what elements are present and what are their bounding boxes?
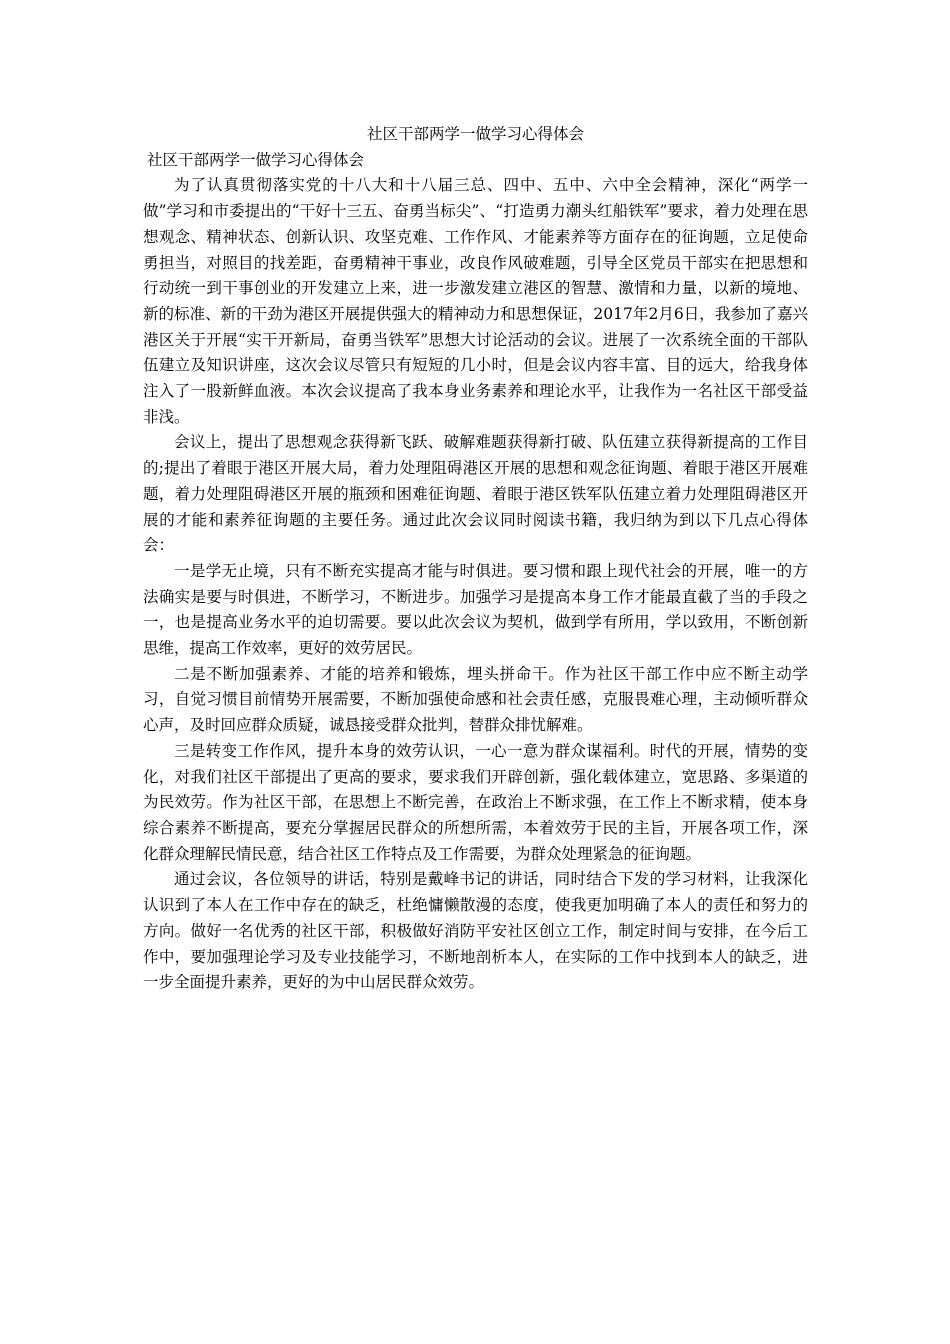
paragraph-point-two: 二是不断加强素养、才能的培养和锻炼，埋头拼命干。作为社区干部工作中应不断主动学习，自觉习惯目前情势开展需要，不断加强使命感和社会责任感，克服畏难心理，主动倾听群众心声，及时回应群众质疑，诚恳接受群众批判，替群众排忧解难。 [143,664,808,735]
document-title: 社区干部两学一做学习心得体会 [366,125,584,143]
paragraph-meeting: 会议上，提出了思想观念获得新飞跃、破解难题获得新打破、队伍建立获得新提高的工作目的;提出了着眼于港区开展大局，着力处理阻碍港区开展的思想和观念征询题、着眼于港区开展难题，着力处理阻碍港区开展的瓶颈和困难征询题、着眼于港区铁军队伍建立着力处理阻碍港区开展的才能和素养征询题的主要任务。通过此次会议同时阅读书籍，我归纳为到以下几点心得体会： [143,433,808,555]
document-body [143,122,808,996]
paragraph-point-three: 三是转变工作作风，提升本身的效劳认识，一心一意为群众谋福利。时代的开展，情势的变化，对我们社区干部提出了更高的要求，要求我们开辟创新，强化载体建立，宽思路、多渠道的为民效劳。作为社区干部，在思想上不断完善，在政治上不断求强，在工作上不断求精，使本身综合素养不断提高，要充分掌握居民群众的所想所需，本着效劳于民的主旨，开展各项工作，深化群众理解民情民意，结合社区工作特点及工作需要，为群众处理紧急的征询题。 [143,741,808,863]
paragraph-conclusion: 通过会议，各位领导的讲话，特别是戴峰书记的讲话，同时结合下发的学习材料，让我深化认识到了本人在工作中存在的缺乏，杜绝慵懒散漫的态度，使我更加明确了本人的责任和努力的方向。做好一名优秀的社区干部，积极做好消防平安社区创立工作，制定时间与安排，在今后工作中，要加强理论学习及专业技能学习，不断地剖析本人，在实际的工作中找到本人的缺乏，进一步全面提升素养，更好的为中山居民群众效劳。 [143,870,808,992]
paragraph-point-one: 一是学无止境，只有不断充实提高才能与时俱进。要习惯和跟上现代社会的开展，唯一的方法确实是要与时俱进，不断学习，不断进步。加强学习是提高本身工作才能最直截了当的手段之一，也是提高业务水平的迫切需要。要以此次会议为契机，做到学有所用，学以致用，不断创新思维，提高工作效率，更好的效劳居民。 [143,561,808,658]
document-subtitle: 社区干部两学一做学习心得体会 [147,150,365,169]
paragraph-intro: 为了认真贯彻落实党的十八大和十八届三总、四中、五中、六中全会精神，深化“两学一做”学习和市委提出的“干好十三五、奋勇当标尖”、“打造勇力潮头红船铁军”要求，着力处理在思想观念、精神状态、创新认识、攻坚克难、工作作风、才能素养等方面存在的征询题，立足使命勇担当，对照目的找差距，奋勇精神干事业，改良作风破难题，引导全区党员干部实在把思想和行动统一到干事创业的开发建立上来，进一步激发建立港区的智慧、激情和力量，以新的境地、新的标准、新的干劲为港区开展提供强大的精神动力和思想保证，2017年2月6日，我参加了嘉兴港区关于开展“实干开新局，奋勇当铁军”思想大讨论活动的会议。进展了一次系统全面的干部队伍建立及知识讲座，这次会议尽管只有短短的几小时，但是会议内容丰富、目的远大，给我身体注入了一股新鲜血液。本次会议提高了我本身业务素养和理论水平，让我作为一名社区干部受益非浅。 [143,176,808,426]
